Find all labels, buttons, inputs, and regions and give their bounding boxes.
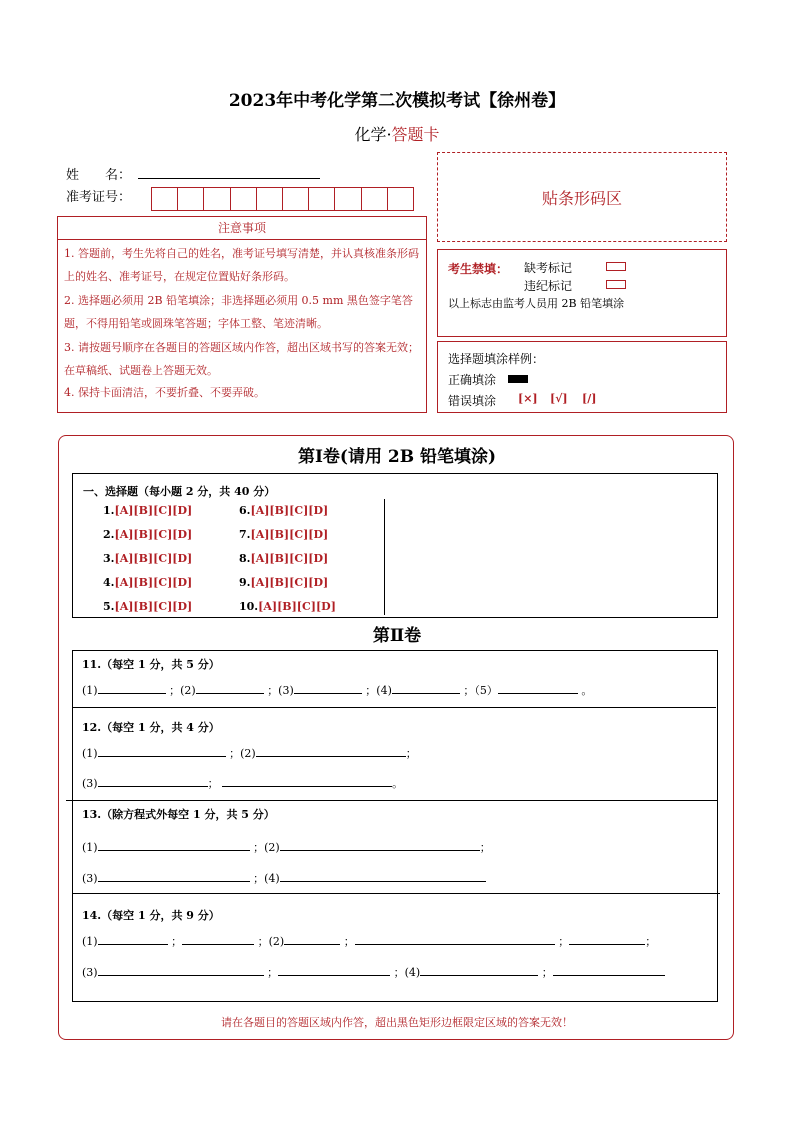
- mc-question-10[interactable]: [239, 600, 336, 613]
- answer-blank[interactable]: [278, 963, 390, 976]
- id-box[interactable]: [387, 187, 414, 211]
- sample-title: 选择题填涂样例：: [448, 352, 545, 366]
- id-box[interactable]: [334, 187, 361, 211]
- answer-blank[interactable]: [569, 932, 645, 945]
- mc-options[interactable]: [A][B][C][D]: [250, 504, 329, 517]
- blank-label: 。: [581, 684, 593, 697]
- blank-label: (1): [82, 841, 98, 854]
- answer-blank[interactable]: [280, 869, 486, 882]
- divider: [66, 800, 718, 801]
- mc-options[interactable]: [A][B][C][D]: [250, 552, 329, 565]
- q12-answers-row2: [82, 774, 403, 791]
- mc-question-8[interactable]: [239, 552, 328, 565]
- forbid-label: 考生禁填：: [448, 262, 509, 276]
- q12-answers-row1: [82, 744, 417, 761]
- notice-box: [57, 216, 427, 413]
- answer-blank[interactable]: [498, 681, 578, 694]
- correct-label: 正确填涂: [448, 373, 497, 387]
- answer-blank[interactable]: [280, 838, 480, 851]
- answer-blank[interactable]: [98, 744, 226, 757]
- barcode-area: [437, 152, 727, 242]
- q13-answers-row2: [82, 869, 486, 886]
- id-box[interactable]: [282, 187, 309, 211]
- blank-label: ；: [479, 841, 491, 854]
- blank-label: ；(3): [267, 684, 294, 697]
- answer-blank[interactable]: [196, 681, 264, 694]
- blank-label: ；(4): [253, 872, 280, 885]
- notice-title: 注意事项: [58, 217, 426, 240]
- id-box[interactable]: [308, 187, 335, 211]
- answer-blank[interactable]: [98, 932, 168, 945]
- id-box[interactable]: [361, 187, 388, 211]
- forbid-note: 以上标志由监考人员用 2B 铅笔填涂: [448, 297, 625, 310]
- footer-warning: 请在各题目的答题区域内作答，超出黑色矩形边框限定区域的答案无效！: [221, 1016, 573, 1029]
- mc-options[interactable]: [A][B][C][D]: [258, 600, 336, 613]
- violation-label: 违纪标记: [524, 279, 573, 293]
- id-box[interactable]: [177, 187, 204, 211]
- divider: [72, 707, 716, 708]
- q11-title: 11.（每空 1 分，共 5 分）: [82, 658, 220, 671]
- answer-blank[interactable]: [222, 774, 392, 787]
- blank-label: ；: [405, 747, 417, 760]
- blank-label: (1): [82, 684, 98, 697]
- id-boxes[interactable]: [152, 187, 414, 211]
- page-title: 2023年中考化学第二次模拟考试【徐州卷】: [228, 91, 566, 111]
- blank-label: ；(4): [393, 966, 421, 979]
- answer-blank[interactable]: [294, 681, 362, 694]
- part1-title: 第Ⅰ卷(请用 2B 铅笔填涂): [297, 447, 497, 467]
- blank-label: (3): [82, 872, 98, 885]
- mc-number: 10.: [239, 600, 259, 613]
- blank-label: (1): [82, 935, 98, 948]
- answer-blank[interactable]: [98, 838, 250, 851]
- blank-label: ；: [267, 966, 279, 979]
- name-field[interactable]: [138, 178, 320, 179]
- mc-number: 4.: [103, 576, 115, 589]
- blank-label: ；(2): [229, 747, 256, 760]
- id-label: 准考证号：: [66, 190, 132, 205]
- q14-answers-row2: [82, 963, 665, 980]
- examiner-box: [437, 249, 727, 337]
- mc-question-1[interactable]: [103, 504, 192, 517]
- blank-label: 。: [392, 777, 404, 790]
- answer-blank[interactable]: [284, 932, 340, 945]
- id-box[interactable]: [256, 187, 283, 211]
- blank-label: ；: [558, 935, 570, 948]
- mc-question-3[interactable]: [103, 552, 192, 565]
- subtitle-subject: 化学·: [354, 125, 392, 144]
- notice-item: 2. 选择题必须用 2B 铅笔填涂；非选择题必须用 0.5 mm 黑色签字笔答题，不得用铅笔或圆珠笔答题；字体工整、笔迹清晰。: [64, 294, 413, 330]
- notice-item: 1. 答题前，考生先将自己的姓名，准考证号填写清楚，并认真核准条形码上的姓名、准考证号，在规定位置贴好条形码。: [64, 247, 419, 283]
- mc-options[interactable]: [A][B][C][D]: [114, 552, 193, 565]
- mc-divider: [384, 499, 385, 615]
- divider: [72, 893, 720, 894]
- notice-item: 3. 请按题号顺序在各题目的答题区域内作答，超出区域书写的答案无效；在草稿纸、试题卷上答题无效。: [64, 341, 419, 377]
- q13-answers-row1: [82, 838, 491, 855]
- mc-number: 7.: [239, 528, 251, 541]
- mc-question-9[interactable]: [239, 576, 328, 589]
- answer-blank[interactable]: [392, 681, 460, 694]
- notice-item: 4. 保持卡面清洁，不要折叠、不要弄破。: [64, 386, 265, 399]
- blank-label: ；: [343, 935, 355, 948]
- page-subtitle: [0, 122, 794, 145]
- mc-number: 5.: [103, 600, 115, 613]
- answer-blank[interactable]: [355, 932, 555, 945]
- sample-box: [437, 341, 727, 413]
- wrong-label: 错误填涂: [448, 394, 497, 408]
- mc-question-4[interactable]: [103, 576, 192, 589]
- blank-label: ；: [207, 777, 219, 790]
- mc-number: 3.: [103, 552, 115, 565]
- mc-question-5[interactable]: [103, 600, 192, 613]
- answer-blank[interactable]: [98, 774, 208, 787]
- mc-section-title: 一、选择题（每小题 2 分，共 40 分）: [83, 485, 276, 498]
- blank-label: ；（5）: [463, 684, 498, 697]
- blank-label: ；: [171, 935, 183, 948]
- id-box[interactable]: [151, 187, 178, 211]
- mc-number: 1.: [103, 504, 115, 517]
- q14-answers-row1: [82, 932, 656, 949]
- blank-label: ；(2): [169, 684, 196, 697]
- filled-mark: [508, 375, 528, 383]
- mc-number: 2.: [103, 528, 115, 541]
- subtitle-card: 答题卡: [391, 125, 440, 144]
- mc-options[interactable]: [A][B][C][D]: [114, 504, 193, 517]
- answer-blank[interactable]: [256, 744, 406, 757]
- answer-blank[interactable]: [182, 932, 254, 945]
- blank-label: (1): [82, 747, 98, 760]
- blank-label: ；(4): [365, 684, 392, 697]
- answer-blank[interactable]: [98, 869, 250, 882]
- mc-number: 6.: [239, 504, 251, 517]
- blank-label: ；(2): [257, 935, 285, 948]
- wrong-mark: [√]: [550, 392, 568, 405]
- answer-blank[interactable]: [420, 963, 538, 976]
- absent-label: 缺考标记: [524, 261, 573, 275]
- mc-options[interactable]: [A][B][C][D]: [250, 576, 329, 589]
- part2-title: 第Ⅱ卷: [372, 626, 422, 646]
- mc-number: 8.: [239, 552, 251, 565]
- barcode-label: 贴条形码区: [541, 188, 622, 208]
- mc-box: [72, 473, 718, 618]
- part2-box: [72, 650, 718, 1002]
- blank-label: ；: [645, 935, 657, 948]
- q14-title: 14.（每空 1 分，共 9 分）: [82, 909, 220, 922]
- name-label: 姓 名：: [66, 168, 132, 183]
- answer-blank[interactable]: [553, 963, 665, 976]
- wrong-mark: [/]: [582, 392, 597, 405]
- q11-answers: [82, 681, 592, 698]
- mc-question-6[interactable]: [239, 504, 328, 517]
- answer-blank[interactable]: [98, 681, 166, 694]
- id-box[interactable]: [230, 187, 257, 211]
- blank-label: (3): [82, 966, 98, 979]
- mc-question-7[interactable]: [239, 528, 328, 541]
- wrong-mark: [×]: [518, 392, 538, 405]
- q13-title: 13.（除方程式外每空 1 分，共 5 分）: [82, 808, 275, 821]
- mc-question-2[interactable]: [103, 528, 192, 541]
- mc-options[interactable]: [A][B][C][D]: [114, 576, 193, 589]
- violation-mark-box[interactable]: [606, 280, 626, 289]
- blank-label: ；(2): [253, 841, 280, 854]
- mc-options[interactable]: [A][B][C][D]: [250, 528, 329, 541]
- q12-title: 12.（每空 1 分，共 4 分）: [82, 721, 220, 734]
- answer-blank[interactable]: [98, 963, 264, 976]
- mc-options[interactable]: [A][B][C][D]: [114, 600, 193, 613]
- blank-label: ；: [541, 966, 553, 979]
- blank-label: (3): [82, 777, 98, 790]
- mc-options[interactable]: [A][B][C][D]: [114, 528, 193, 541]
- mc-number: 9.: [239, 576, 251, 589]
- absent-mark-box[interactable]: [606, 262, 626, 271]
- id-box[interactable]: [203, 187, 230, 211]
